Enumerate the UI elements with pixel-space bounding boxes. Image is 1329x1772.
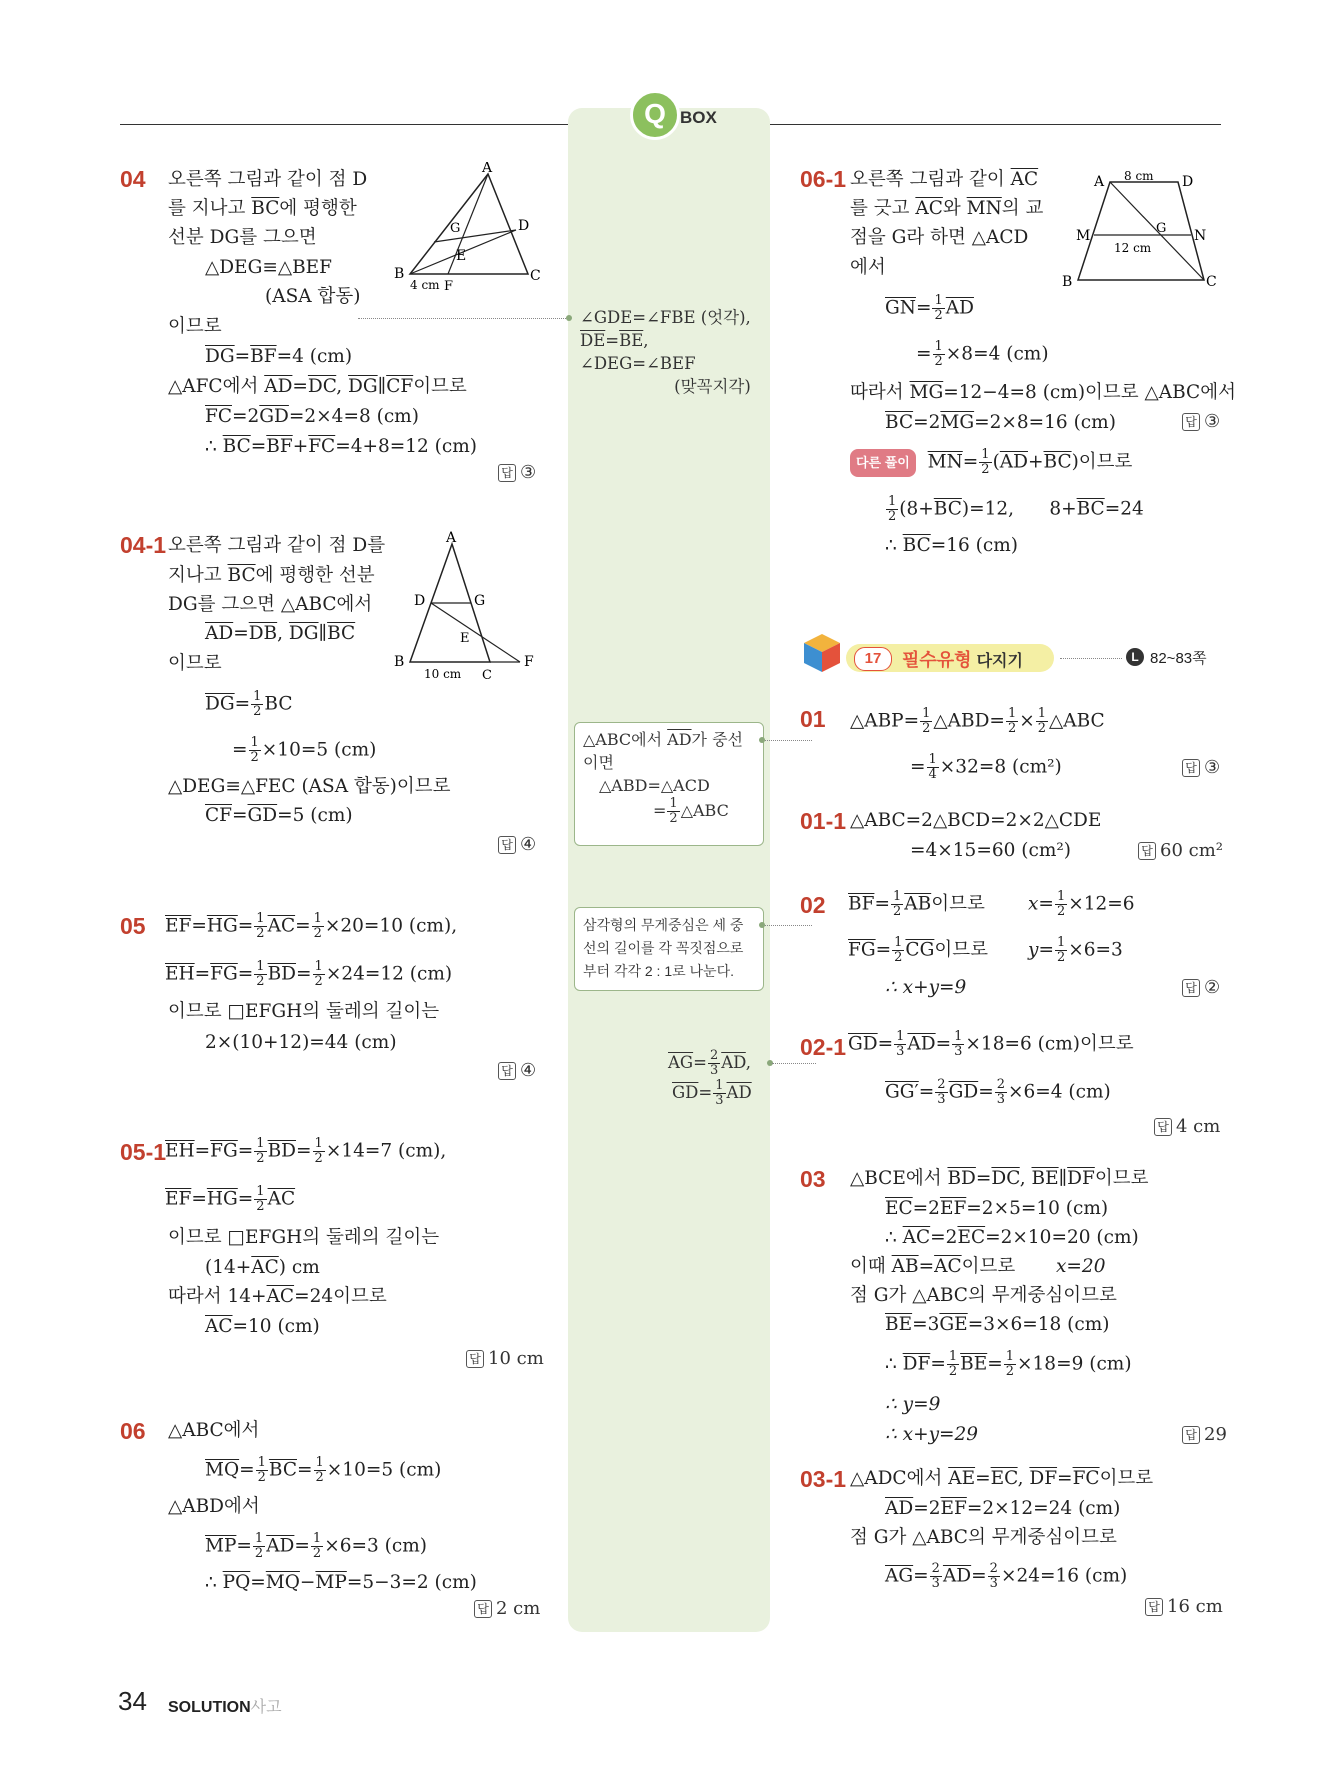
text-line: DG를 그으면 △ABC에서 — [168, 594, 373, 615]
text-line: 다른 풀이 $\overline{MN}=$ $\frac{1}{2}$ $(\overline{AD}+\overline{BC})$이므로 — [850, 448, 1132, 477]
text-line: 선분 DG를 그으면 — [168, 227, 317, 248]
figure-04-1 — [390, 530, 550, 680]
label-G: G — [1156, 221, 1167, 236]
text-line: 오른쪽 그림과 같이 점 D를 — [168, 535, 386, 556]
text-line: △DEG≡△FEC (ASA 합동)이므로 — [168, 776, 451, 797]
answer: 답 60 cm² — [1138, 840, 1223, 861]
problem-number: 05-1 — [120, 1139, 167, 1165]
text-line: 따라서 $\overline{MG}=12-4=8$ (cm)이므로 △ABC에서 — [850, 382, 1236, 403]
label-A: A — [482, 162, 493, 176]
text-line: 따라서 $14+\overline{AC}=24$이므로 — [168, 1286, 387, 1307]
connector-line — [762, 925, 812, 926]
label-A: A — [446, 530, 457, 546]
text-line: 이므로 — [168, 653, 222, 674]
text-line: x= $\frac{1}{2}$ ×12=6 — [1028, 889, 1135, 919]
text-line: $\overline{FG}=$ $\frac{1}{2}$ $\overline{CG}$이므로 — [848, 935, 988, 965]
text-line: $\overline{AC}=10$ (cm) — [205, 1316, 320, 1337]
section-dots — [1060, 658, 1122, 659]
connector-dot — [759, 922, 765, 928]
text-line: ∴ x+y=29 — [885, 1424, 979, 1445]
text-line: △ADC에서 $\overline{AE}=\overline{EC}$, $\overline{DF}=\overline{FC}$이므로 — [850, 1468, 1154, 1489]
text-line: $\overline{DG}=\overline{BF}=4$ (cm) — [205, 346, 353, 367]
text-line: 이때 $\overline{AB}=\overline{AC}$이므로 — [850, 1256, 1016, 1277]
text-line: △ABC=2△BCD=2×2△CDE — [850, 810, 1102, 831]
page-ref: 82~83쪽 — [1150, 650, 1207, 667]
connector-line — [358, 318, 568, 319]
answer: 답 ④ — [498, 834, 536, 855]
label-D: D — [1182, 174, 1194, 190]
label-F: F — [524, 654, 534, 670]
answer-icon: 답 — [1154, 1118, 1172, 1136]
page-number: 34 — [118, 1686, 147, 1716]
problem-number: 03 — [800, 1166, 826, 1192]
label-E: E — [456, 248, 467, 264]
text-line: $\overline{AG}=$ $\frac{2}{3}$ $\overline{AD}=$ $\frac{2}{3}$ ×24=16 (cm) — [885, 1561, 1128, 1591]
text-line: 이므로 □EFGH의 둘레의 길이는 — [168, 1227, 440, 1248]
text-line: ∴ $\overline{AC}=2\overline{EC}=2\times 10=20$ (cm) — [885, 1227, 1139, 1248]
text-line: 이므로 □EFGH의 둘레의 길이는 — [168, 1001, 440, 1022]
label-N: N — [1194, 228, 1207, 244]
problem-number: 03-1 — [800, 1466, 847, 1492]
text-line: 점 G가 △ABC의 무게중심이므로 — [850, 1527, 1117, 1548]
text-line: GG′= $\frac{2}{3}$ $\overline{GD}=$ $\frac{2}{3}$ ×6=4 (cm) — [885, 1077, 1111, 1107]
text-line: 점 G가 △ABC의 무게중심이므로 — [850, 1285, 1117, 1306]
text-line: 를 지나고 $\overline{BC}$에 평행한 — [168, 198, 357, 219]
answer: 답 ③ — [1182, 411, 1220, 432]
label-G: G — [474, 593, 486, 609]
answer: 답 16 cm — [1145, 1596, 1223, 1617]
text-line: (ASA 합동) — [265, 286, 361, 307]
answer-icon: 답 — [498, 836, 516, 854]
problem-number: 02 — [800, 892, 826, 918]
answer-icon: 답 — [474, 1600, 492, 1618]
answer: 답 ② — [1182, 977, 1220, 998]
note-4: $\overline{AG}=$ $\frac{2}{3}$ $\overline{AD}$, $\overline{GD}=$ $\frac{1}{3}$ $\overline{AD}$ — [668, 1048, 752, 1108]
text-line: = $\frac{1}{2}$ ×10=5 (cm) — [232, 735, 377, 765]
label-B: B — [394, 266, 405, 282]
answer: 답 4 cm — [1154, 1116, 1220, 1137]
length-label: 4 cm — [410, 278, 440, 292]
text-line: $\overline{EH}=\overline{FG}=$ $\frac{1}{2}$ $\overline{BD}=$ $\frac{1}{2}$ ×24=12 (cm) — [165, 959, 453, 989]
section-number: 17 — [854, 647, 892, 671]
answer-icon: 답 — [1145, 1598, 1163, 1616]
answer-icon: 답 — [1182, 759, 1200, 777]
label-A: A — [1094, 174, 1105, 190]
text-line: ∴ y=9 — [885, 1394, 941, 1415]
text-line: ∴ $\overline{DF}=$ $\frac{1}{2}$ $\overline{BE}=$ $\frac{1}{2}$ ×18=9 (cm) — [885, 1349, 1132, 1379]
text-line: $\overline{DG}=$ $\frac{1}{2}$ BC — [205, 689, 293, 719]
alt-solution-badge: 다른 풀이 — [850, 449, 916, 477]
text-line: ∴ $\overline{PQ}=\overline{MQ}-\overline{MP}=5-3=2$ (cm) — [205, 1572, 477, 1593]
label-C: C — [530, 268, 541, 284]
answer-icon: 답 — [498, 1062, 516, 1080]
answer-icon: 답 — [466, 1350, 484, 1368]
answer-icon: 답 — [1182, 1426, 1200, 1444]
label-E: E — [460, 631, 470, 646]
q-badge: Q — [630, 90, 680, 140]
connector-line — [762, 740, 812, 741]
text-line: △DEG≡△BEF — [205, 257, 333, 278]
problem-number: 01 — [800, 706, 826, 732]
text-line: △ABP= $\frac{1}{2}$ △ABD= $\frac{1}{2}$ × $\frac{1}{2}$ △ABC — [850, 706, 1105, 736]
problem-number: 06-1 — [800, 166, 847, 192]
problem-number: 02-1 — [800, 1034, 847, 1060]
text-line: 에서 — [850, 257, 886, 278]
answer: 답 29 — [1182, 1424, 1227, 1445]
cube-icon — [800, 630, 844, 674]
text-line: $\overline{EF}=\overline{HG}=$ $\frac{1}{2}$ $\overline{AC}=$ $\frac{1}{2}$ ×20=10 (cm), — [165, 911, 458, 941]
label-M: M — [1076, 228, 1091, 244]
footer-brand: SOLUTION사고 — [168, 1699, 282, 1716]
text-line: $\overline{CF}=\overline{GD}=5$ (cm) — [205, 805, 353, 826]
problem-number: 06 — [120, 1418, 146, 1444]
label-B: B — [394, 654, 405, 670]
text-line: △ABC에서 — [168, 1420, 260, 1441]
connector-dot — [566, 315, 572, 321]
label-F: F — [444, 279, 454, 292]
text-line: $\overline{EH}=\overline{FG}=$ $\frac{1}{2}$ $\overline{BD}=$ $\frac{1}{2}$ ×14=7 (cm), — [165, 1136, 447, 1166]
text-line: $\overline{FC}=2\overline{GD}=2\times 4=8$ (cm) — [205, 406, 419, 427]
length-mid: 12 cm — [1114, 241, 1152, 255]
text-line: △AFC에서 $\overline{AD}=\overline{DC}$, $\overline{DG}\parallel\overline{CF}$이므로 — [168, 376, 467, 397]
length-label: 10 cm — [424, 667, 462, 680]
text-line: 점을 G라 하면 △ACD — [850, 227, 1029, 248]
label-C: C — [1206, 274, 1217, 290]
text-line: $(14+\overline{AC})$ cm — [205, 1257, 320, 1278]
page-ref-icon: L — [1126, 648, 1144, 666]
answer: 답 ③ — [1182, 757, 1220, 778]
text-line: = $\frac{1}{4}$ ×32=8 (cm²) — [910, 752, 1062, 782]
label-D: D — [414, 593, 426, 609]
label-B: B — [1062, 274, 1073, 290]
text-line: 를 긋고 $\overline{AC}$와 $\overline{MN}$의 교 — [850, 198, 1044, 219]
text-line: $\overline{MP}=$ $\frac{1}{2}$ $\overline{AD}=$ $\frac{1}{2}$ ×6=3 (cm) — [205, 1531, 427, 1561]
figure-04 — [390, 162, 550, 292]
section-title: 필수유형 다지기 — [902, 650, 1023, 670]
text-line: △ABD에서 — [168, 1496, 260, 1517]
box-label: BOX — [680, 108, 717, 127]
text-line: $\overline{EC}=2\overline{EF}=2\times 5=10$ (cm) — [885, 1198, 1109, 1219]
label-D: D — [518, 218, 530, 234]
text-line: 지나고 $\overline{BC}$에 평행한 선분 — [168, 565, 375, 586]
note-2: △ABC에서 $\overline{AD}$가 중선 이면 △ABD=△ACD = $\frac{1}{2}$ △ABC — [583, 730, 744, 826]
text-line: $\overline{EF}=\overline{HG}=$ $\frac{1}{2}$ $\overline{AC}$ — [165, 1184, 296, 1214]
text-line: ∴ x+y=9 — [885, 977, 967, 998]
connector-line — [772, 1063, 816, 1064]
label-G: G — [450, 221, 461, 236]
length-top: 8 cm — [1124, 169, 1154, 183]
problem-number: 04 — [120, 166, 146, 192]
text-line: 2×(10+12)=44 (cm) — [205, 1032, 397, 1053]
text-line: $\overline{BF}=$ $\frac{1}{2}$ $\overline{AB}$이므로 — [848, 889, 985, 919]
connector-dot — [759, 737, 765, 743]
label-C: C — [482, 668, 492, 680]
answer: 답 2 cm — [474, 1598, 540, 1619]
text-line: $\overline{MQ}=$ $\frac{1}{2}$ $\overline{BC}=$ $\frac{1}{2}$ ×10=5 (cm) — [205, 1455, 442, 1485]
note-1: ∠GDE=∠FBE (엇각), $\overline{DE}=\overline{BE}$, ∠DEG=∠BEF (맞꼭지각) — [580, 308, 751, 396]
figure-06-1 — [1058, 168, 1228, 298]
text-line: $\overline{GN}=$ $\frac{1}{2}$ $\overline{AD}$ — [885, 293, 974, 323]
problem-number: 05 — [120, 913, 146, 939]
answer-icon: 답 — [1182, 979, 1200, 997]
problem-number: 01-1 — [800, 808, 847, 834]
text-line: = $\frac{1}{2}$ ×8=4 (cm) — [916, 339, 1049, 369]
text-line: ∴ $\overline{BC}=16$ (cm) — [885, 535, 1019, 556]
problem-number: 04-1 — [120, 532, 167, 558]
text-line: △BCE에서 $\overline{BD}=\overline{DC}$, $\overline{BE}\parallel\overline{DF}$이므로 — [850, 1168, 1149, 1189]
answer-icon: 답 — [1182, 413, 1200, 431]
text-line: $\overline{GD}=$ $\frac{1}{3}$ $\overline{AD}=$ $\frac{1}{3}$ ×18=6 (cm)이므로 — [848, 1029, 1134, 1059]
text-line: $\overline{BC}=2\overline{MG}=2\times 8=16$ (cm) — [885, 412, 1116, 433]
answer: 답 ④ — [498, 1060, 536, 1081]
header-rule-left — [120, 124, 570, 125]
text-line: 이므로 — [168, 316, 222, 337]
text-line: $\overline{AD}=2\overline{EF}=2\times 12=24$ (cm) — [885, 1498, 1121, 1519]
answer-icon: 답 — [498, 464, 516, 482]
header-rule-right — [770, 124, 1221, 125]
text-line: =4×15=60 (cm²) — [910, 840, 1071, 861]
text-line: 오른쪽 그림과 같이 $\overline{AC}$ — [850, 169, 1039, 190]
text-line: x=20 — [1056, 1256, 1106, 1277]
text-line: $\frac{1}{2}$ $(8+\overline{BC})=12$, $8+\overline{BC}=24$ — [888, 494, 1144, 524]
text-line: $\overline{BE}=3\overline{GE}=3\times 6=18$ (cm) — [885, 1314, 1110, 1335]
note-3: 삼각형의 무게중심은 세 중 선의 길이를 각 꼭짓점으로 부터 각각 2 : 1로 나눈다. — [583, 917, 744, 979]
text-line: ∴ $\overline{BC}=\overline{BF}+\overline{FC}=4+8=12$ (cm) — [205, 436, 478, 457]
text-line: 오른쪽 그림과 같이 점 D — [168, 169, 368, 190]
answer: 답 10 cm — [466, 1348, 544, 1369]
text-line: $\overline{AD}=\overline{DB}$, $\overline{DG}\parallel\overline{BC}$ — [205, 623, 356, 644]
answer: 답 ③ — [498, 462, 536, 483]
text-line: y= $\frac{1}{2}$ ×6=3 — [1028, 935, 1123, 965]
answer-icon: 답 — [1138, 842, 1156, 860]
